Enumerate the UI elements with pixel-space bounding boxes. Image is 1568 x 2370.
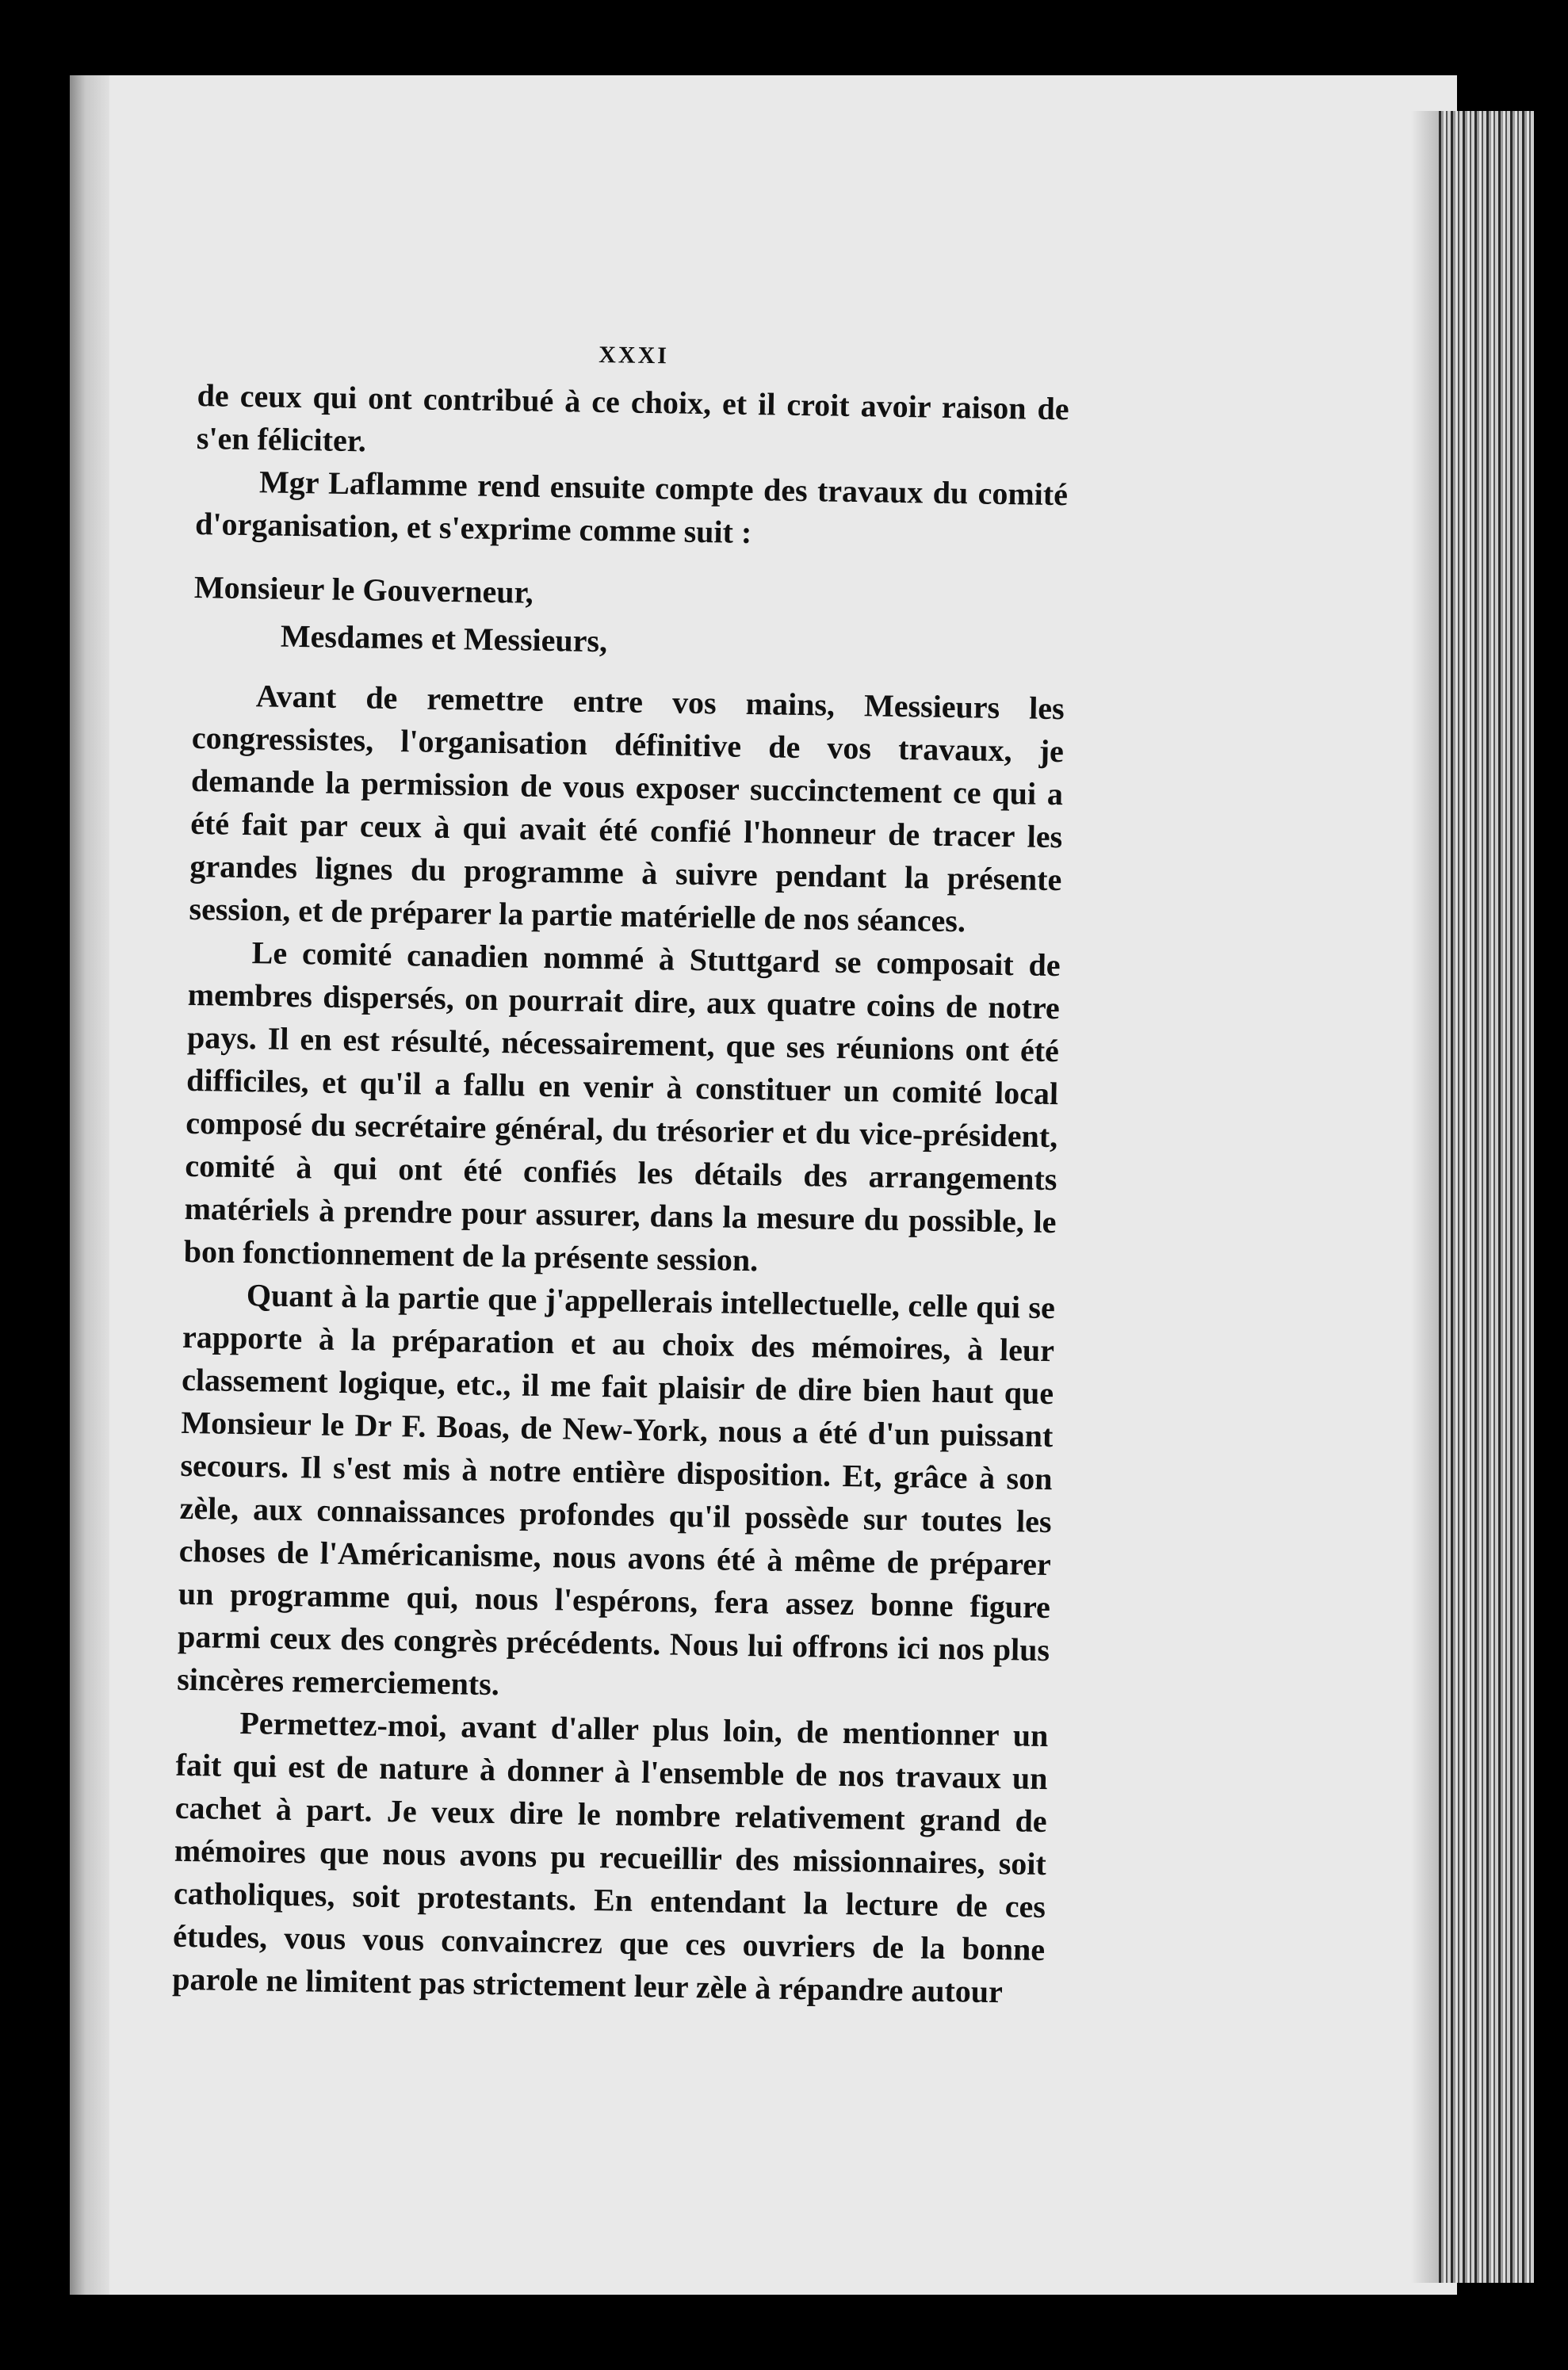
paragraph-body: Le comité canadien nommé à Stuttgard se composait de membres dispersés, on pourrait dire, aux quatre coins de notre pays. Il en est résulté, nécessairement, que ses réunions ont été difficiles, et qu'il a fallu en venir à constituer un comité local composé du secrétaire général, du trésorier et du vice-président, comité à qui ont été confiés les détails des arrangements matériels à prendre pour assurer, dans la mesure du possible, le bon fonctionnement de la présente session.	[183, 935, 1061, 1279]
paragraph-body: Permettez-moi, avant d'aller plus loin, de mentionner un fait qui est de nature à donner à l'ensemble de nos travaux un cachet à part. Je veux dire le nombre relativement grand de mémoires que nous avons pu recueillir des missionnaires, soit catholiques, soit protestants. En entendant la lecture de ces études, vous vous convaincrez que ces ouvriers de la bonne parole ne limitent pas strictement leur zèle à répandre autour	[172, 1705, 1049, 2010]
paragraph-intro: Mgr Laflamme rend ensuite compte des travaux du comité d'organisation, et s'exprime comme suit :	[194, 464, 1069, 550]
paragraph-body: Quant à la partie que j'appellerais intellectuelle, celle qui se rapporte à la préparation et au choix des mémoires, à leur classement logique, etc., il me fait plaisir de dire bien haut que Monsieur le Dr F. Boas, de New-York, nous a été d'un puissant secours. Il s'est mis à notre entière disposition. Et, grâce à son zèle, aux connaissances profondes qu'il possède sur toutes les choses de l'Américanisme, nous avons été à même de préparer un programme qui, nous l'espérons, fera assez bonne figure parmi ceux des congrès précédents. Nous lui offrons ici nos plus sincères remerciements.	[176, 1277, 1056, 1703]
page-number: XXXI	[599, 341, 670, 369]
book-page-edges	[1439, 111, 1534, 2283]
page-text	[172, 333, 1070, 2014]
salutation-line-2: Mesdames et Messieurs,	[280, 617, 608, 659]
page-curl-shadow	[1411, 111, 1443, 2283]
salutation-line-1: Monsieur le Gouverneur,	[193, 568, 534, 610]
paragraph-body: Avant de remettre entre vos mains, Messieurs les congressistes, l'organisation définitive de vos travaux, je demande la permission de vous exposer succinctement ce qui a été fait par ceux à qui avait été confié l'honneur de tracer les grandes lignes du programme à suivre pendant la présente session, et de préparer la partie matérielle de nos séances.	[189, 678, 1065, 939]
book-binding-edge	[70, 75, 109, 2295]
paragraph-continuation: de ceux qui ont contribué à ce choix, et il croit avoir raison de s'en féliciter.	[196, 377, 1069, 459]
